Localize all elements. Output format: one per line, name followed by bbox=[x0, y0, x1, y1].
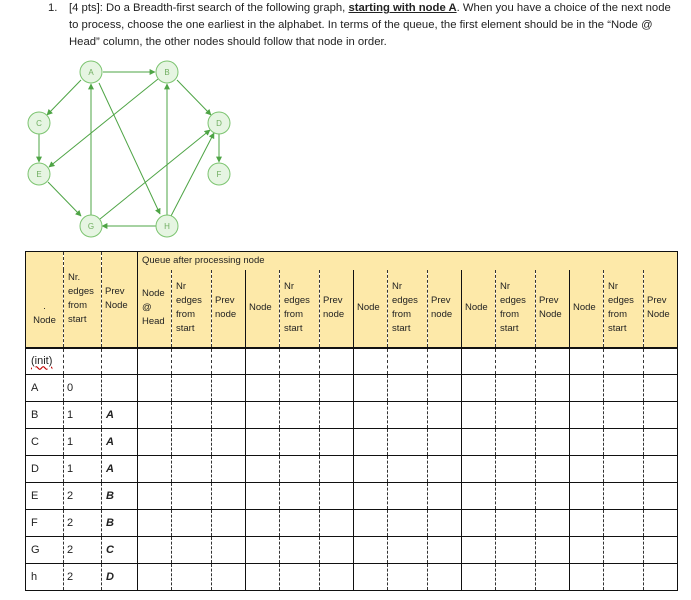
queue-cell[interactable] bbox=[212, 375, 246, 402]
queue-cell[interactable] bbox=[172, 456, 212, 483]
question-text-before: Do a Breadth-first search of the following graph, bbox=[102, 2, 349, 14]
table-row bbox=[26, 537, 678, 564]
queue-cell[interactable] bbox=[212, 483, 246, 510]
queue-cell[interactable] bbox=[246, 564, 280, 591]
queue-cell[interactable] bbox=[604, 402, 644, 429]
queue-cell[interactable] bbox=[462, 483, 496, 510]
table-row bbox=[26, 429, 678, 456]
queue-cell[interactable] bbox=[388, 537, 428, 564]
row-node: h bbox=[26, 564, 64, 591]
queue-cell[interactable] bbox=[246, 510, 280, 537]
row-edges: 0 bbox=[64, 375, 102, 402]
row-prev: D bbox=[102, 564, 138, 591]
table-row bbox=[26, 510, 678, 537]
queue-cell[interactable] bbox=[570, 429, 604, 456]
queue-cell[interactable] bbox=[246, 483, 280, 510]
svg-text:C: C bbox=[36, 119, 42, 128]
queue-cell[interactable] bbox=[570, 483, 604, 510]
queue-cell[interactable] bbox=[246, 456, 280, 483]
edge-a-c bbox=[47, 80, 81, 115]
queue-cell[interactable] bbox=[138, 348, 172, 375]
graph-diagram bbox=[0, 50, 260, 240]
row-prev-init bbox=[102, 348, 138, 375]
queue-edges-header-4: Nr edges from start bbox=[496, 270, 536, 348]
queue-cell[interactable] bbox=[570, 510, 604, 537]
row-node: A bbox=[26, 375, 64, 402]
queue-cell[interactable] bbox=[462, 510, 496, 537]
queue-cell[interactable] bbox=[172, 348, 212, 375]
svg-text:B: B bbox=[164, 68, 170, 77]
graph-edges bbox=[39, 72, 219, 226]
queue-cell[interactable] bbox=[536, 375, 570, 402]
queue-cell[interactable] bbox=[536, 348, 570, 375]
queue-cell[interactable] bbox=[172, 402, 212, 429]
queue-node-header-2: Node bbox=[246, 270, 280, 348]
queue-cell[interactable] bbox=[644, 348, 678, 375]
queue-cell[interactable] bbox=[462, 348, 496, 375]
queue-cell[interactable] bbox=[246, 537, 280, 564]
row-edges: 2 bbox=[64, 510, 102, 537]
queue-cell[interactable] bbox=[496, 564, 536, 591]
node-d bbox=[208, 112, 230, 134]
queue-cell[interactable] bbox=[496, 456, 536, 483]
queue-cell[interactable] bbox=[354, 402, 388, 429]
queue-cell[interactable] bbox=[462, 375, 496, 402]
queue-cell[interactable] bbox=[388, 375, 428, 402]
row-prev bbox=[102, 375, 138, 402]
queue-cell[interactable] bbox=[172, 375, 212, 402]
queue-cell[interactable] bbox=[212, 429, 246, 456]
svg-text:E: E bbox=[36, 170, 42, 179]
queue-cell[interactable] bbox=[212, 537, 246, 564]
row-prev: B bbox=[102, 510, 138, 537]
row-edges: 2 bbox=[64, 564, 102, 591]
queue-cell[interactable] bbox=[462, 402, 496, 429]
queue-cell[interactable] bbox=[212, 456, 246, 483]
queue-cell[interactable] bbox=[246, 375, 280, 402]
queue-cell[interactable] bbox=[604, 483, 644, 510]
queue-node-header-1: Node @ Head bbox=[138, 270, 172, 348]
queue-cell[interactable] bbox=[496, 429, 536, 456]
queue-cell[interactable] bbox=[138, 564, 172, 591]
queue-prev-header-1: Prev node bbox=[212, 270, 246, 348]
queue-cell[interactable] bbox=[536, 483, 570, 510]
queue-cell[interactable] bbox=[320, 483, 354, 510]
queue-cell[interactable] bbox=[496, 375, 536, 402]
queue-cell[interactable] bbox=[462, 564, 496, 591]
row-prev: A bbox=[102, 429, 138, 456]
node-f bbox=[208, 163, 230, 185]
row-edges: 2 bbox=[64, 483, 102, 510]
queue-cell[interactable] bbox=[644, 510, 678, 537]
queue-cell[interactable] bbox=[320, 456, 354, 483]
queue-cell[interactable] bbox=[172, 510, 212, 537]
queue-cell[interactable] bbox=[644, 564, 678, 591]
queue-cell[interactable] bbox=[354, 510, 388, 537]
queue-cell[interactable] bbox=[388, 564, 428, 591]
queue-cell[interactable] bbox=[644, 456, 678, 483]
node-a bbox=[80, 61, 102, 83]
queue-cell[interactable] bbox=[354, 564, 388, 591]
queue-cell[interactable] bbox=[536, 564, 570, 591]
row-node: F bbox=[26, 510, 64, 537]
question-text-after: . When you have a choice of the next node to process, choose the one earliest in the alphabet. In terms of the queue, the first element should be in the “Node @ Head” column, the other nodes should follow that node in order. bbox=[69, 2, 671, 48]
queue-cell[interactable] bbox=[138, 510, 172, 537]
queue-cell[interactable] bbox=[138, 429, 172, 456]
queue-prev-header-4: Prev Node bbox=[536, 270, 570, 348]
queue-cell[interactable] bbox=[280, 429, 320, 456]
queue-cell[interactable] bbox=[428, 375, 462, 402]
queue-cell[interactable] bbox=[570, 402, 604, 429]
queue-prev-header-5: Prev Node bbox=[644, 270, 678, 348]
question-points: [4 pts]: bbox=[69, 2, 103, 14]
node-g bbox=[80, 215, 102, 237]
row-node-init: (init) bbox=[26, 348, 64, 375]
queue-cell[interactable] bbox=[644, 537, 678, 564]
queue-edges-header-1: Nr edges from start bbox=[172, 270, 212, 348]
queue-cell[interactable] bbox=[320, 564, 354, 591]
svg-text:H: H bbox=[164, 222, 170, 231]
queue-cell[interactable] bbox=[604, 456, 644, 483]
queue-cell[interactable] bbox=[388, 429, 428, 456]
svg-text:D: D bbox=[216, 119, 222, 128]
queue-cell[interactable] bbox=[246, 429, 280, 456]
queue-cell[interactable] bbox=[462, 537, 496, 564]
table-row bbox=[26, 564, 678, 591]
queue-cell[interactable] bbox=[604, 429, 644, 456]
queue-title: Queue after processing node bbox=[138, 252, 678, 270]
queue-cell[interactable] bbox=[246, 348, 280, 375]
table-row bbox=[26, 375, 678, 402]
row-edges: 1 bbox=[64, 429, 102, 456]
queue-cell[interactable] bbox=[320, 348, 354, 375]
queue-cell[interactable] bbox=[320, 375, 354, 402]
queue-cell[interactable] bbox=[280, 348, 320, 375]
table-row bbox=[26, 348, 678, 375]
bfs-table-body bbox=[26, 252, 678, 591]
queue-cell[interactable] bbox=[280, 564, 320, 591]
row-node: D bbox=[26, 456, 64, 483]
queue-cell[interactable] bbox=[428, 429, 462, 456]
row-edges: 1 bbox=[64, 402, 102, 429]
queue-cell[interactable] bbox=[428, 402, 462, 429]
queue-cell[interactable] bbox=[604, 375, 644, 402]
queue-cell[interactable] bbox=[354, 375, 388, 402]
queue-cell[interactable] bbox=[536, 429, 570, 456]
queue-cell[interactable] bbox=[138, 456, 172, 483]
queue-cell[interactable] bbox=[354, 348, 388, 375]
queue-edges-header-3: Nr edges from start bbox=[388, 270, 428, 348]
queue-cell[interactable] bbox=[212, 564, 246, 591]
queue-cell[interactable] bbox=[212, 510, 246, 537]
queue-cell[interactable] bbox=[644, 483, 678, 510]
node-c bbox=[28, 112, 50, 134]
queue-cell[interactable] bbox=[280, 537, 320, 564]
prev-col-header: Prev Node bbox=[102, 252, 138, 348]
row-edges: 1 bbox=[64, 456, 102, 483]
queue-cell[interactable] bbox=[644, 402, 678, 429]
queue-cell[interactable] bbox=[536, 402, 570, 429]
queue-cell[interactable] bbox=[354, 483, 388, 510]
queue-cell[interactable] bbox=[354, 537, 388, 564]
edges-col-header: Nr. edges from start bbox=[64, 252, 102, 348]
queue-cell[interactable] bbox=[354, 456, 388, 483]
question-number: 1. bbox=[48, 2, 58, 14]
queue-cell[interactable] bbox=[570, 348, 604, 375]
table-row bbox=[26, 483, 678, 510]
queue-cell[interactable] bbox=[644, 429, 678, 456]
queue-node-header-5: Node bbox=[570, 270, 604, 348]
node-h bbox=[156, 215, 178, 237]
row-prev: B bbox=[102, 483, 138, 510]
edge-e-g bbox=[48, 182, 81, 216]
queue-cell[interactable] bbox=[428, 456, 462, 483]
queue-cell[interactable] bbox=[462, 429, 496, 456]
queue-cell[interactable] bbox=[172, 483, 212, 510]
row-node: G bbox=[26, 537, 64, 564]
queue-cell[interactable] bbox=[320, 429, 354, 456]
queue-cell[interactable] bbox=[388, 483, 428, 510]
queue-cell[interactable] bbox=[428, 537, 462, 564]
queue-cell[interactable] bbox=[604, 510, 644, 537]
queue-node-header-3: Node bbox=[354, 270, 388, 348]
queue-edges-header-5: Nr edges from start bbox=[604, 270, 644, 348]
graph-nodes bbox=[28, 61, 230, 237]
edge-g-d bbox=[100, 130, 210, 219]
queue-cell[interactable] bbox=[138, 375, 172, 402]
queue-prev-header-2: Prev node bbox=[320, 270, 354, 348]
bfs-table bbox=[25, 251, 678, 591]
queue-cell[interactable] bbox=[496, 483, 536, 510]
queue-cell[interactable] bbox=[354, 429, 388, 456]
queue-cell[interactable] bbox=[428, 348, 462, 375]
table-row bbox=[26, 402, 678, 429]
queue-cell[interactable] bbox=[280, 456, 320, 483]
edge-b-d bbox=[177, 80, 211, 115]
node-e bbox=[28, 163, 50, 185]
queue-cell[interactable] bbox=[280, 375, 320, 402]
queue-cell[interactable] bbox=[138, 537, 172, 564]
queue-cell[interactable] bbox=[496, 348, 536, 375]
queue-cell[interactable] bbox=[496, 510, 536, 537]
queue-cell[interactable] bbox=[172, 564, 212, 591]
table-row bbox=[26, 456, 678, 483]
queue-cell[interactable] bbox=[496, 402, 536, 429]
queue-cell[interactable] bbox=[388, 510, 428, 537]
row-node: B bbox=[26, 402, 64, 429]
queue-cell[interactable] bbox=[496, 537, 536, 564]
queue-cell[interactable] bbox=[604, 537, 644, 564]
start-node-emphasis: starting with node A bbox=[348, 2, 457, 14]
question-text bbox=[69, 0, 681, 51]
queue-cell[interactable] bbox=[320, 510, 354, 537]
queue-cell[interactable] bbox=[604, 348, 644, 375]
row-prev: A bbox=[102, 402, 138, 429]
queue-cell[interactable] bbox=[388, 348, 428, 375]
queue-cell[interactable] bbox=[570, 537, 604, 564]
node-b bbox=[156, 61, 178, 83]
queue-cell[interactable] bbox=[388, 402, 428, 429]
queue-cell[interactable] bbox=[536, 537, 570, 564]
queue-cell[interactable] bbox=[138, 483, 172, 510]
queue-cell[interactable] bbox=[280, 510, 320, 537]
queue-cell[interactable] bbox=[320, 537, 354, 564]
queue-cell[interactable] bbox=[570, 456, 604, 483]
queue-cell[interactable] bbox=[280, 483, 320, 510]
queue-cell[interactable] bbox=[570, 564, 604, 591]
row-prev: A bbox=[102, 456, 138, 483]
svg-text:F: F bbox=[216, 170, 222, 179]
queue-node-header-4: Node bbox=[462, 270, 496, 348]
queue-cell[interactable] bbox=[536, 456, 570, 483]
queue-cell[interactable] bbox=[320, 402, 354, 429]
queue-cell[interactable] bbox=[212, 402, 246, 429]
queue-cell[interactable] bbox=[280, 402, 320, 429]
queue-cell[interactable] bbox=[570, 375, 604, 402]
row-edges: 2 bbox=[64, 537, 102, 564]
queue-cell[interactable] bbox=[388, 456, 428, 483]
queue-cell[interactable] bbox=[172, 429, 212, 456]
row-prev: C bbox=[102, 537, 138, 564]
queue-prev-header-3: Prev node bbox=[428, 270, 462, 348]
row-edges-init bbox=[64, 348, 102, 375]
svg-text:A: A bbox=[88, 68, 94, 77]
queue-edges-header-2: Nr edges from start bbox=[280, 270, 320, 348]
queue-cell[interactable] bbox=[428, 510, 462, 537]
row-node: E bbox=[26, 483, 64, 510]
queue-cell[interactable] bbox=[644, 375, 678, 402]
queue-cell[interactable] bbox=[428, 483, 462, 510]
queue-cell[interactable] bbox=[172, 537, 212, 564]
queue-cell[interactable] bbox=[138, 402, 172, 429]
queue-cell[interactable] bbox=[428, 564, 462, 591]
svg-text:G: G bbox=[87, 222, 95, 231]
queue-cell[interactable] bbox=[246, 402, 280, 429]
queue-cell[interactable] bbox=[604, 564, 644, 591]
queue-cell[interactable] bbox=[462, 456, 496, 483]
row-node: C bbox=[26, 429, 64, 456]
queue-cell[interactable] bbox=[212, 348, 246, 375]
queue-cell[interactable] bbox=[536, 510, 570, 537]
node-col-header: . Node bbox=[26, 252, 64, 348]
